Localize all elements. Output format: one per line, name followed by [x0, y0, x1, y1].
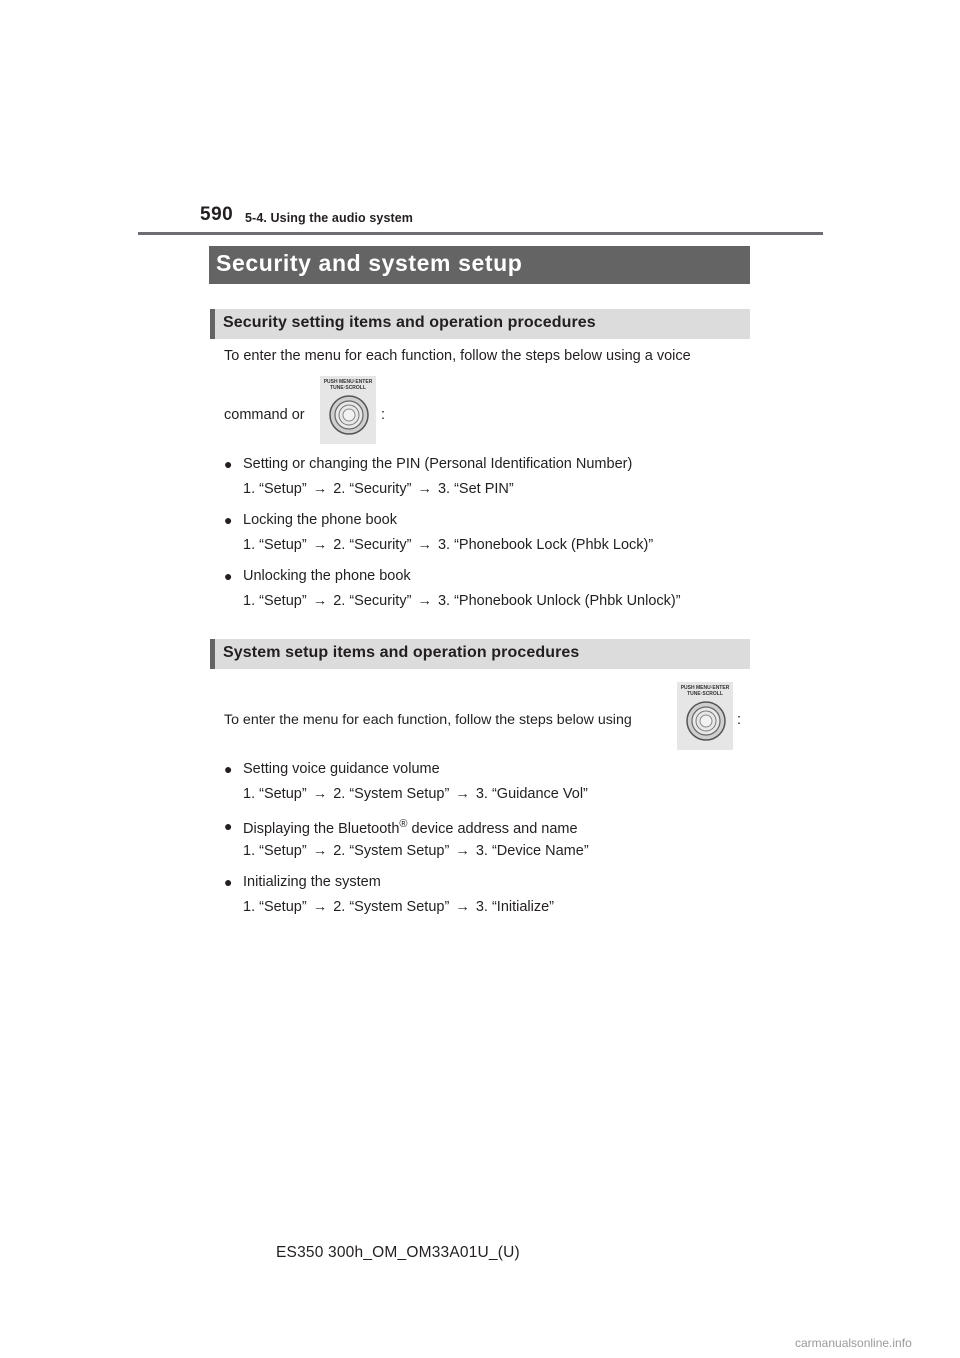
item-steps: 1. “Setup” → 2. “System Setup” → 3. “Initialize”	[243, 899, 555, 915]
system-heading: System setup items and operation procedures	[223, 644, 580, 661]
item-steps: 1. “Setup” → 2. “Security” → 3. “Phonebook Lock (Phbk Lock)”	[243, 537, 654, 553]
arrow-icon: →	[312, 843, 328, 859]
footer-document-code: ES350 300h_OM_OM33A01U_(U)	[276, 1244, 520, 1261]
arrow-icon: →	[312, 593, 328, 609]
item-title: Initializing the system	[243, 874, 381, 890]
arrow-icon: →	[312, 899, 328, 915]
knob-label: PUSH MENU·ENTER TUNE·SCROLL	[680, 685, 730, 697]
arrow-icon: →	[417, 481, 432, 497]
item-steps: 1. “Setup” → 2. “System Setup” → 3. “Guidance Vol”	[243, 786, 588, 802]
arrow-icon: →	[312, 537, 328, 553]
bullet-icon: ●	[224, 818, 233, 834]
item-title: Unlocking the phone book	[243, 568, 411, 584]
arrow-icon: →	[312, 481, 328, 497]
knob-icon	[677, 682, 733, 750]
security-intro-line2-before: command or	[224, 407, 305, 423]
security-intro-line1: To enter the menu for each function, follow the steps below using a voice	[224, 348, 691, 364]
section-reference: 5-4. Using the audio system	[245, 211, 414, 225]
knob-icon	[320, 376, 376, 444]
page-title: Security and system setup	[216, 250, 523, 276]
bullet-icon: ●	[224, 456, 233, 472]
arrow-icon: →	[455, 899, 470, 915]
system-intro-after: :	[737, 712, 742, 728]
item-title: Locking the phone book	[243, 512, 397, 528]
knob-label: PUSH MENU·ENTER TUNE·SCROLL	[323, 379, 373, 391]
system-intro-before: To enter the menu for each function, follow the steps below using	[224, 712, 632, 728]
header-rule	[138, 232, 823, 235]
bullet-icon: ●	[224, 512, 233, 528]
item-title: Setting voice guidance volume	[243, 761, 440, 777]
arrow-icon: →	[455, 786, 470, 802]
item-steps: 1. “Setup” → 2. “Security” → 3. “Phonebook Unlock (Phbk Unlock)”	[243, 593, 681, 609]
title-bar	[209, 246, 750, 284]
item-title: Setting or changing the PIN (Personal Identification Number)	[243, 456, 633, 472]
item-title: Displaying the Bluetooth® device address and name	[243, 818, 578, 837]
system-heading-bar	[210, 639, 750, 669]
registered-mark: ®	[399, 818, 408, 830]
bullet-icon: ●	[224, 761, 233, 777]
page-number: 590	[200, 204, 234, 225]
item-steps: 1. “Setup” → 2. “Security” → 3. “Set PIN”	[243, 481, 514, 497]
bullet-icon: ●	[224, 874, 233, 890]
item-steps: 1. “Setup” → 2. “System Setup” → 3. “Device Name”	[243, 843, 589, 859]
security-heading-bar	[210, 309, 750, 339]
arrow-icon: →	[455, 843, 470, 859]
bullet-icon: ●	[224, 568, 233, 584]
security-intro-line2-after: :	[381, 407, 386, 423]
arrow-icon: →	[417, 593, 432, 609]
security-heading: Security setting items and operation procedures	[223, 314, 596, 331]
dial-icon	[686, 701, 726, 741]
dial-icon	[329, 395, 369, 435]
arrow-icon: →	[312, 786, 328, 802]
watermark: carmanualsonline.info	[795, 1336, 912, 1350]
arrow-icon: →	[417, 537, 432, 553]
